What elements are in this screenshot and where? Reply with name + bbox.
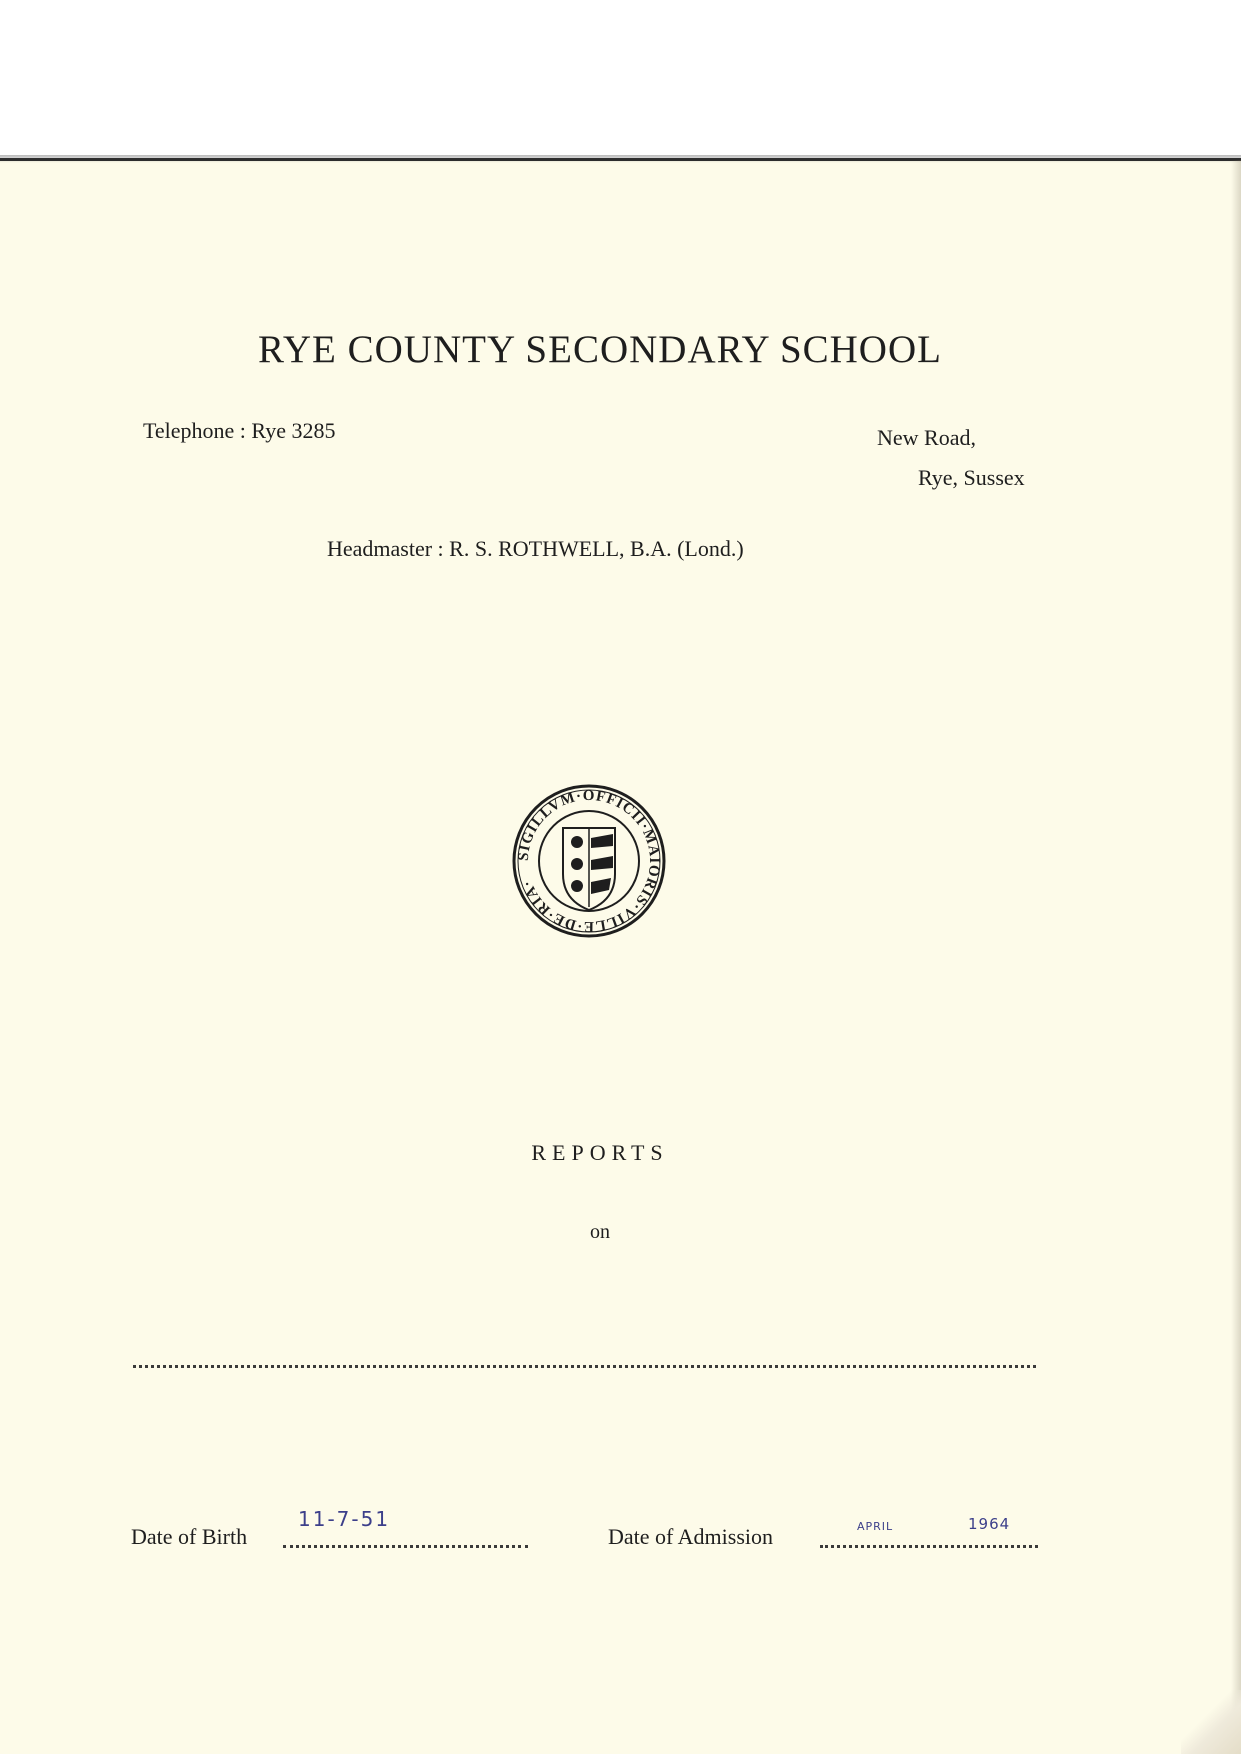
on-label: on: [590, 1221, 610, 1243]
report-cover-page: [0, 158, 1241, 1754]
date-of-admission-year: 1964: [968, 1515, 1011, 1533]
date-of-birth-label: Date of Birth: [131, 1524, 248, 1549]
date-of-admission-line: [820, 1545, 1038, 1548]
date-of-admission-label: Date of Admission: [608, 1524, 773, 1549]
school-name: RYE COUNTY SECONDARY SCHOOL: [258, 328, 942, 371]
telephone: Telephone : Rye 3285: [143, 418, 336, 443]
date-of-admission-month: APRIL: [857, 1520, 894, 1533]
date-of-birth-line: [283, 1545, 528, 1548]
headmaster: Headmaster : R. S. ROTHWELL, B.A. (Lond.): [327, 536, 744, 561]
seal-lettering: SIGILLVM·OFFICII·MAIORIS·VILLE·DE·RIA·: [515, 787, 663, 935]
address-line-1: New Road,: [877, 425, 976, 450]
date-of-birth-value: 11-7-51: [298, 1507, 391, 1531]
scan-background: [0, 0, 1241, 158]
student-name-line: [133, 1365, 1036, 1368]
rye-seal-icon: [511, 782, 667, 940]
page-right-edge: [1231, 160, 1241, 1754]
page-edge-shadow: [0, 155, 1241, 163]
address-line-2: Rye, Sussex: [918, 465, 1025, 490]
reports-heading: REPORTS: [531, 1140, 669, 1165]
